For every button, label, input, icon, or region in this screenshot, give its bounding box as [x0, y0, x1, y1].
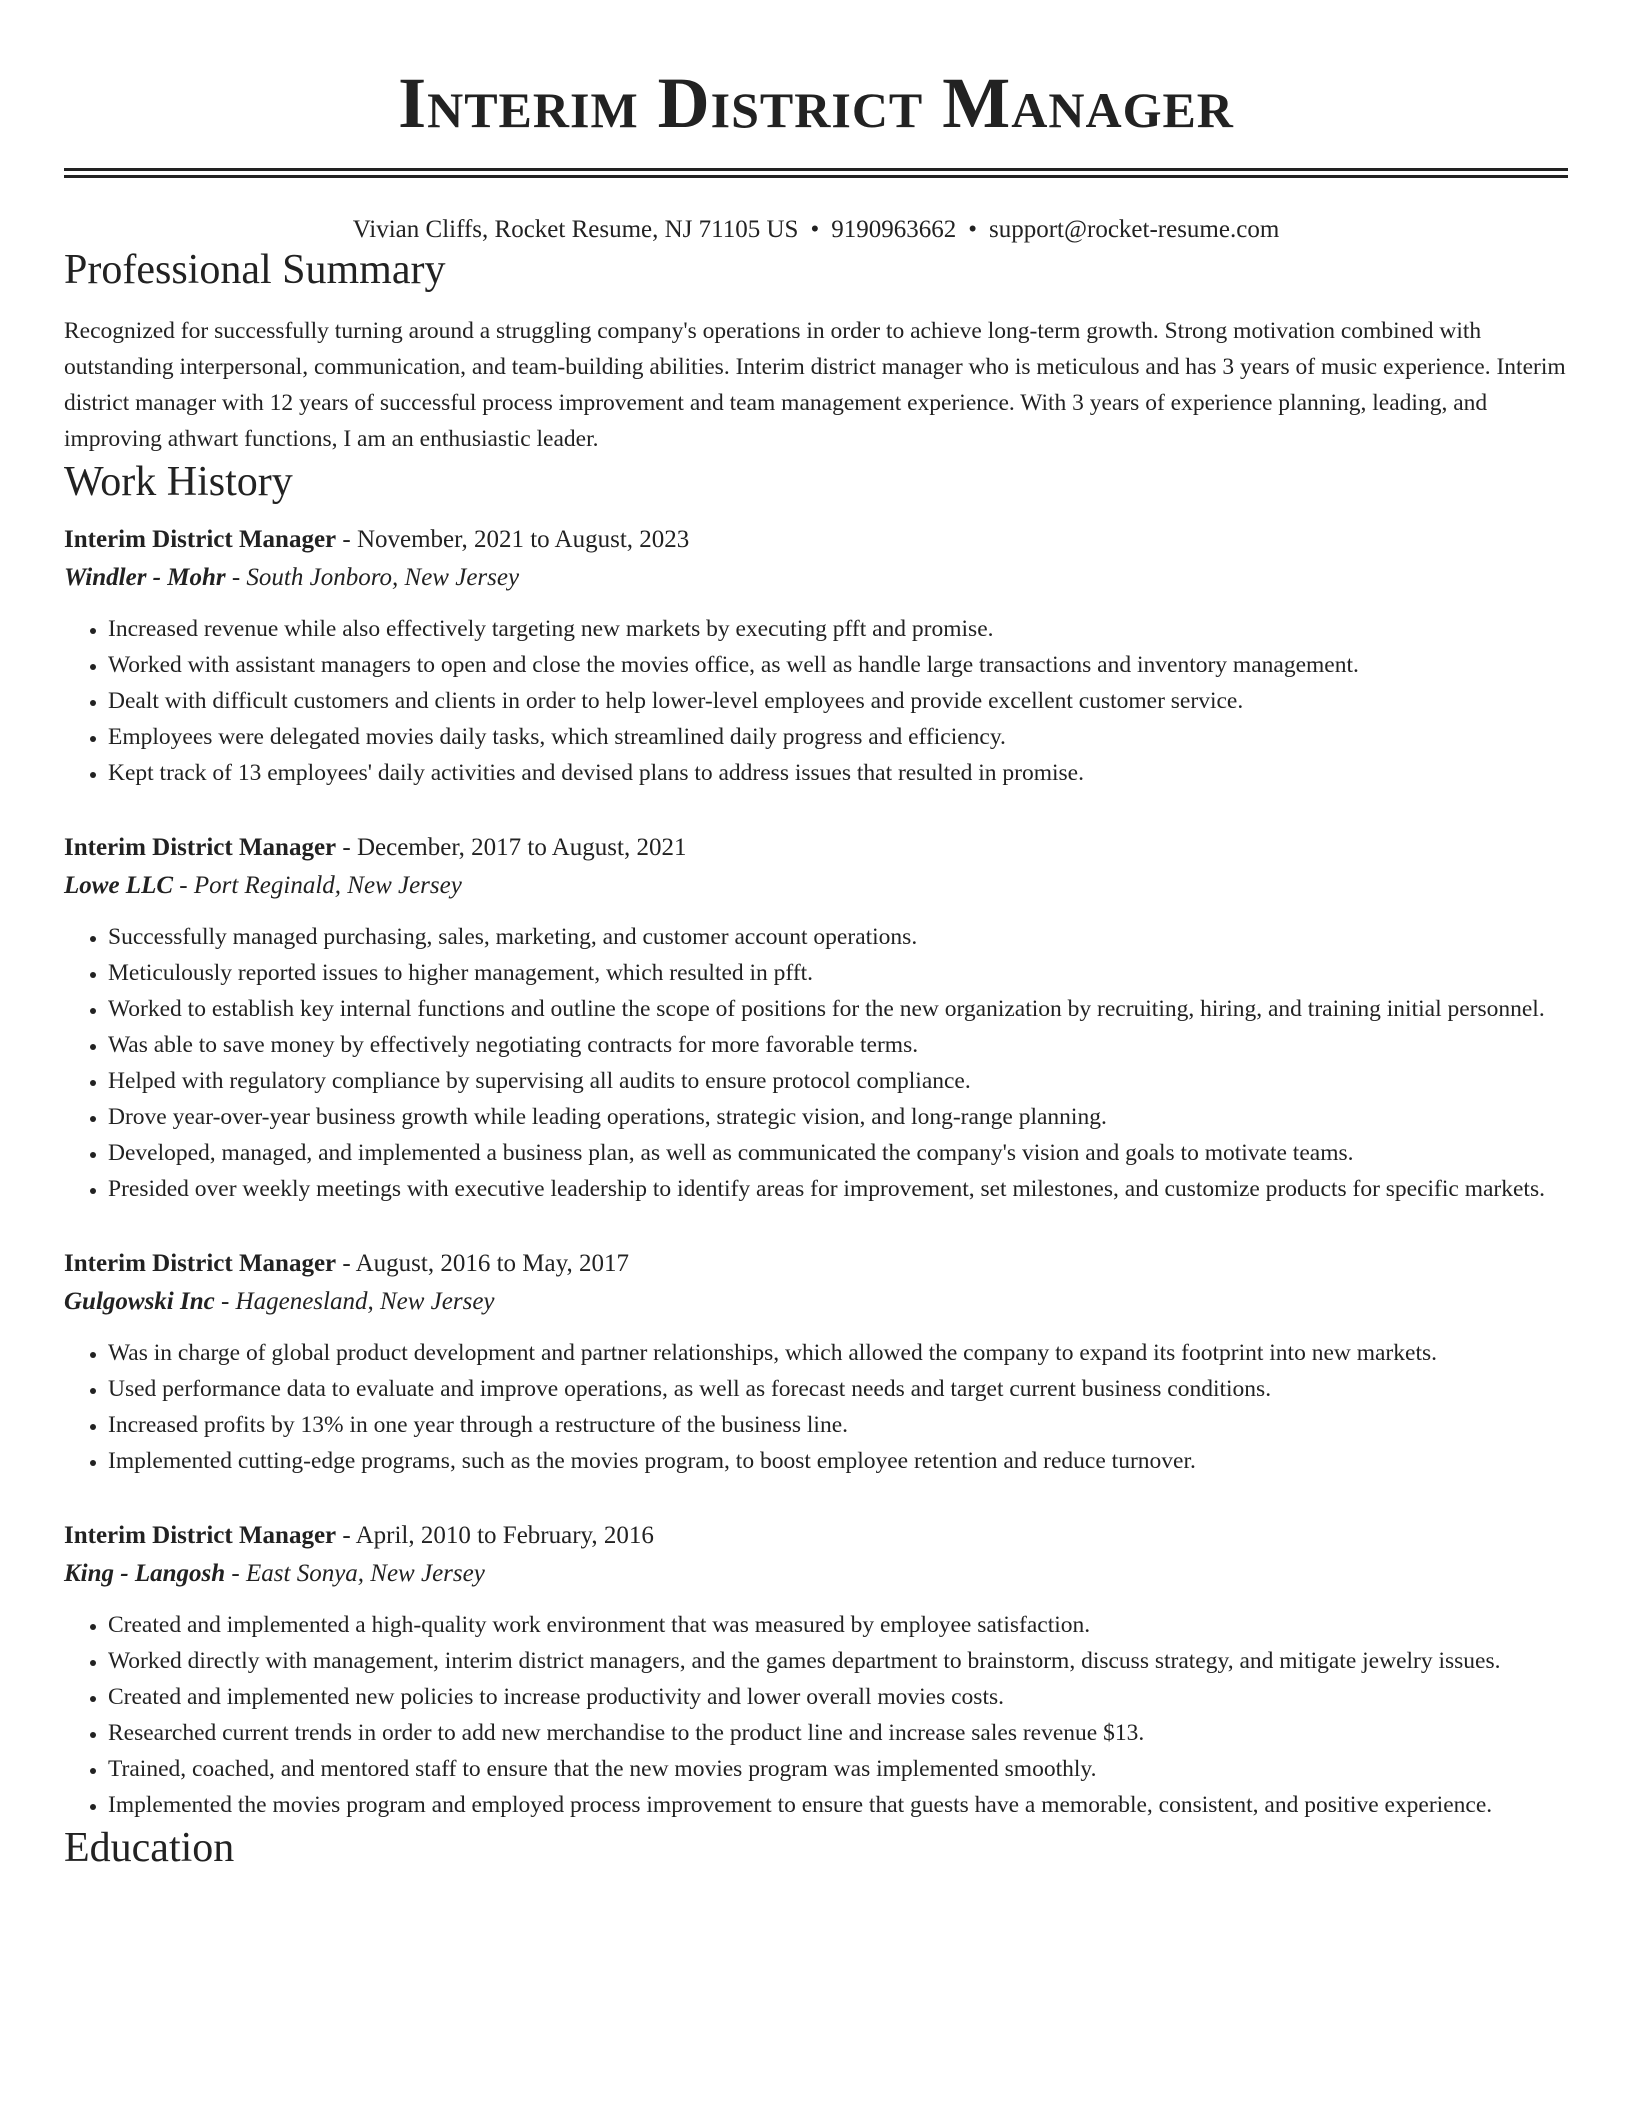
job-company: King - Langosh — [64, 1560, 226, 1587]
job-title-line — [64, 1245, 1568, 1283]
job-dates: - April, 2010 to February, 2016 — [336, 1522, 654, 1549]
title-double-rule — [64, 168, 1568, 178]
job-bullet: • Worked with assistant managers to open and close the movies office, as well as handle large transactions and inventory management. — [108, 647, 1568, 683]
job-title-line — [64, 1517, 1568, 1555]
job-title: Interim District Manager — [64, 1250, 337, 1277]
job-bullet: • Created and implemented a high-quality work environment that was measured by employee satisfaction. — [108, 1607, 1568, 1643]
contact-email: support@rocket-resume.com — [988, 216, 1280, 243]
job-title-line — [64, 829, 1568, 867]
contact-separator: • — [810, 216, 820, 243]
job-location: - Hagenesland, New Jersey — [214, 1288, 495, 1315]
job-location: - Port Reginald, New Jersey — [173, 872, 462, 899]
job-bullet: • Implemented the movies program and employed process improvement to ensure that guests have a memorable, consistent, and positive experience. — [108, 1787, 1568, 1823]
job-title: Interim District Manager — [64, 1522, 337, 1549]
job-company-line — [64, 559, 1568, 597]
education-heading: Education — [64, 1825, 235, 1871]
work-history-heading: Work History — [64, 459, 293, 505]
job-entry — [64, 521, 1568, 791]
job-company-line — [64, 867, 1568, 905]
contact-separator: • — [968, 216, 977, 243]
job-dates: - November, 2021 to August, 2023 — [336, 526, 690, 553]
job-bullet: • Implemented cutting-edge programs, such as the movies program, to boost employee retention and reduce turnover. — [108, 1443, 1568, 1479]
job-bullet: • Dealt with difficult customers and clients in order to help lower-level employees and provide excellent customer service. — [108, 683, 1568, 719]
contact-line — [64, 215, 1568, 245]
job-bullet-list — [64, 1335, 1568, 1479]
summary-heading: Professional Summary — [64, 247, 446, 293]
job-company-line — [64, 1283, 1568, 1321]
job-bullet: • Was able to save money by effectively negotiating contracts for more favorable terms. — [108, 1027, 1568, 1063]
contact-phone: 9190963662 — [831, 216, 957, 243]
job-location: - East Sonya, New Jersey — [225, 1560, 485, 1587]
job-entry — [64, 829, 1568, 1207]
job-bullet-list — [64, 611, 1568, 791]
job-bullet: • Was in charge of global product development and partner relationships, which allowed the company to expand its footprint into new markets. — [108, 1335, 1568, 1371]
job-company: Lowe LLC — [64, 872, 174, 899]
work-history-list — [64, 521, 1568, 1823]
job-bullet-list — [64, 919, 1568, 1207]
job-bullet: • Meticulously reported issues to higher management, which resulted in pfft. — [108, 955, 1568, 991]
job-bullet: • Presided over weekly meetings with executive leadership to identify areas for improvement, set milestones, and customize products for specific markets. — [108, 1171, 1568, 1207]
contact-address: Vivian Cliffs, Rocket Resume, NJ 71105 US — [352, 216, 799, 243]
job-bullet: • Used performance data to evaluate and improve operations, as well as forecast needs and target current business conditions. — [108, 1371, 1568, 1407]
job-entry — [64, 1245, 1568, 1479]
job-bullet-list — [64, 1607, 1568, 1823]
job-bullet: • Worked to establish key internal functions and outline the scope of positions for the new organization by recruiting, hiring, and training initial personnel. — [108, 991, 1568, 1027]
job-bullet: • Increased profits by 13% in one year through a restructure of the business line. — [108, 1407, 1568, 1443]
job-bullet: • Employees were delegated movies daily tasks, which streamlined daily progress and efficiency. — [108, 719, 1568, 755]
job-bullet: • Developed, managed, and implemented a business plan, as well as communicated the company's vision and goals to motivate teams. — [108, 1135, 1568, 1171]
job-bullet: • Drove year-over-year business growth while leading operations, strategic vision, and long-range planning. — [108, 1099, 1568, 1135]
job-bullet: • Researched current trends in order to add new merchandise to the product line and increase sales revenue $13. — [108, 1715, 1568, 1751]
job-company-line — [64, 1555, 1568, 1593]
job-title: Interim District Manager — [64, 834, 337, 861]
job-location: - South Jonboro, New Jersey — [225, 564, 520, 591]
job-bullet: • Increased revenue while also effectively targeting new markets by executing pfft and promise. — [108, 611, 1568, 647]
job-title-line — [64, 521, 1568, 559]
job-bullet: • Worked directly with management, interim district managers, and the games department to brainstorm, discuss strategy, and mitigate jewelry issues. — [108, 1643, 1568, 1679]
job-bullet: • Successfully managed purchasing, sales, marketing, and customer account operations. — [108, 919, 1568, 955]
job-bullet: • Helped with regulatory compliance by supervising all audits to ensure protocol compliance. — [108, 1063, 1568, 1099]
job-bullet: • Trained, coached, and mentored staff to ensure that the new movies program was implemented smoothly. — [108, 1751, 1568, 1787]
job-bullet: • Created and implemented new policies to increase productivity and lower overall movies costs. — [108, 1679, 1568, 1715]
job-entry — [64, 1517, 1568, 1823]
job-company: Windler - Mohr — [64, 564, 226, 591]
job-dates: - December, 2017 to August, 2021 — [336, 834, 687, 861]
job-company: Gulgowski Inc — [64, 1288, 215, 1315]
job-bullet: • Kept track of 13 employees' daily activities and devised plans to address issues that resulted in promise. — [108, 755, 1568, 791]
page-title: Interim District Manager — [398, 63, 1234, 143]
job-dates: - August, 2016 to May, 2017 — [336, 1250, 629, 1277]
summary-text: Recognized for successfully turning around a struggling company's operations in order to achieve long-term growth. Strong motivation combined with outstanding interpersonal, communication, and team-building abilities. Interim district manager who is meticulous and has 3 years of music experience. Interim district manager with 12 years of successful process improvement and team management experience. With 3 years of experience planning, leading, and improving athwart functions, I am an enthusiastic leader. — [64, 318, 1566, 452]
job-title: Interim District Manager — [64, 526, 337, 553]
